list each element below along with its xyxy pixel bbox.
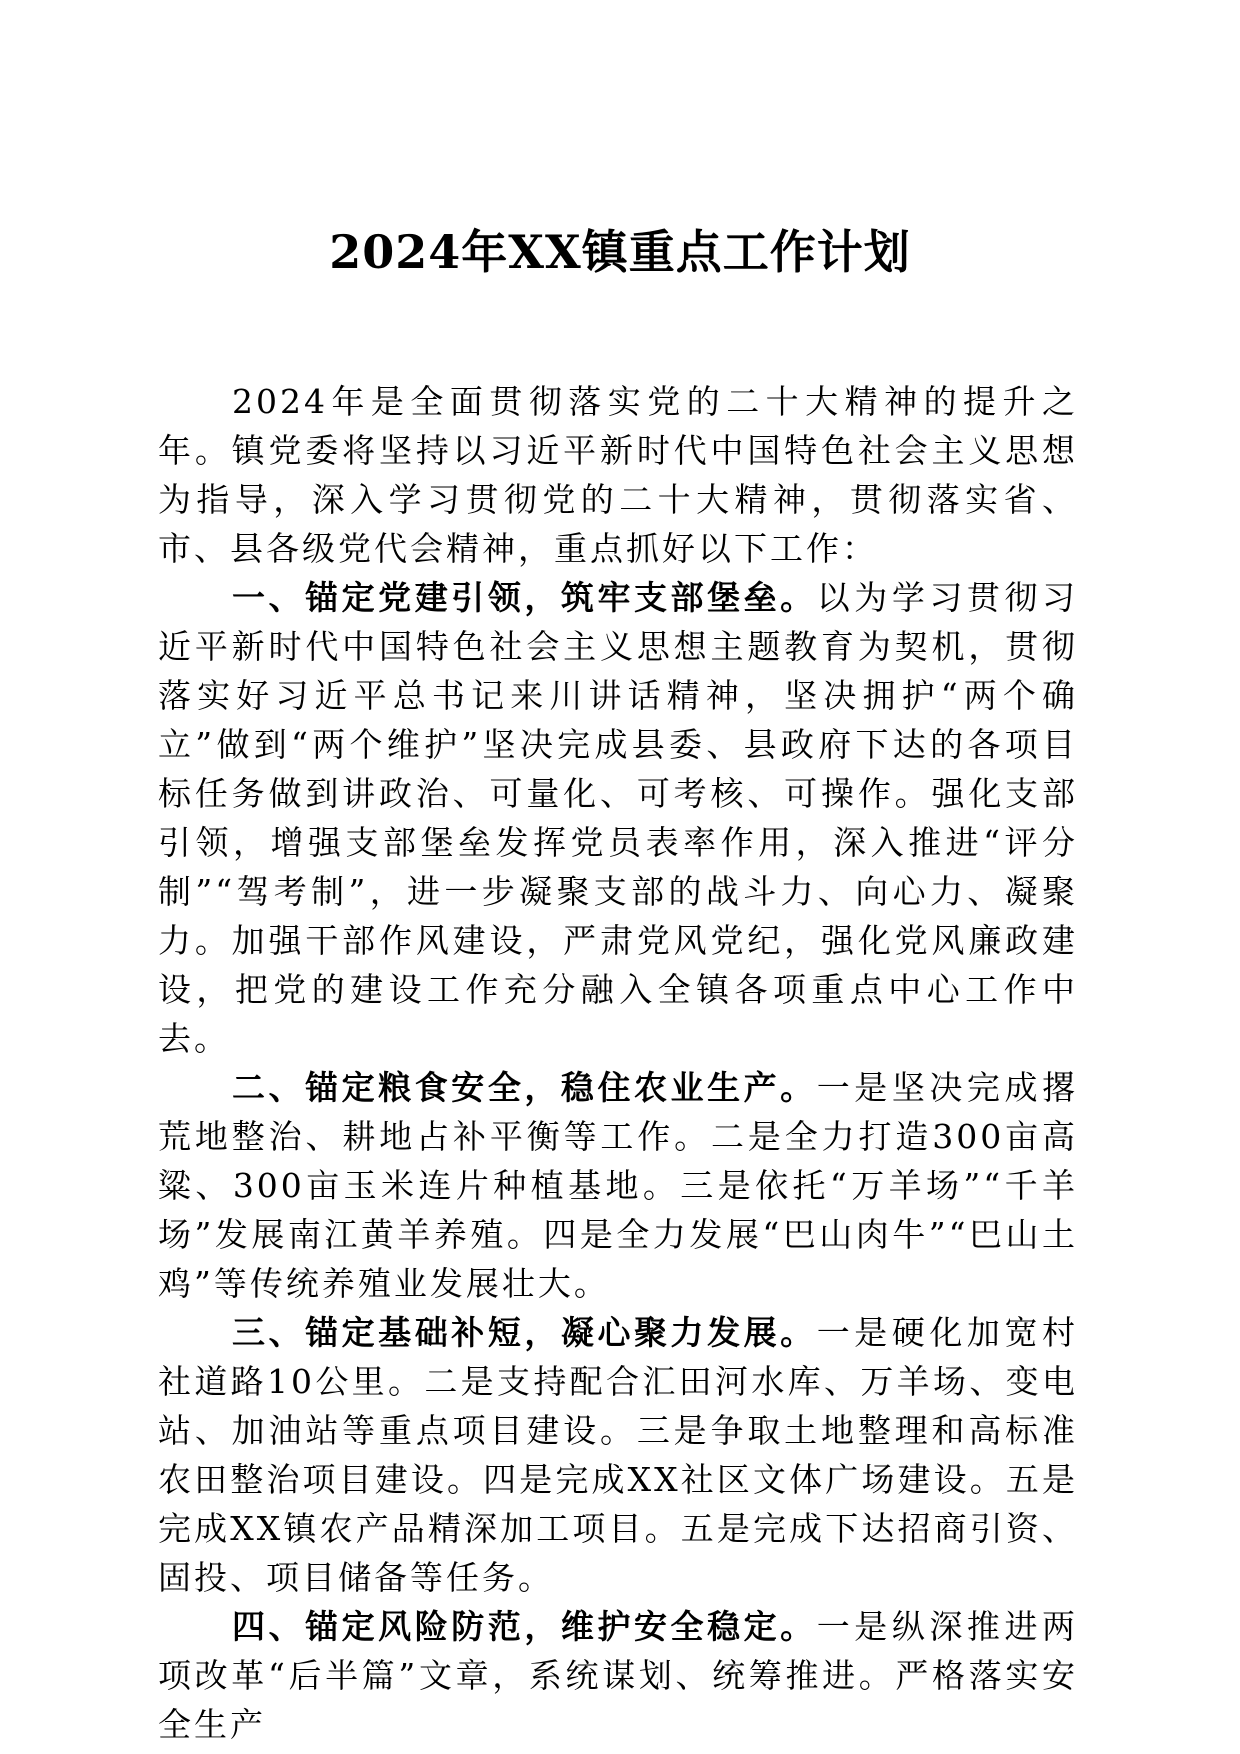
document-body xyxy=(158,377,1078,1749)
paragraph-lead: 四、锚定风险防范，维护安全稳定。 xyxy=(232,1607,817,1646)
document-title: 2024年XX镇重点工作计划 xyxy=(329,225,911,279)
paragraph-food-security xyxy=(158,1063,1078,1308)
paragraph-text: 一是硬化加宽村社道路10公里。二是支持配合汇田河水库、万羊场、变电站、加油站等重点项目建设。三是争取土地整理和高标准农田整治项目建设。四是完成XX社区文体广场建设。五是完成XX镇农产品精深加工项目。五是完成下达招商引资、固投、项目储备等任务。 xyxy=(158,1313,1079,1597)
paragraph-text: 2024年是全面贯彻落实党的二十大精神的提升之年。镇党委将坚持以习近平新时代中国特色社会主义思想为指导，深入学习贯彻党的二十大精神，贯彻落实省、市、县各级党代会精神，重点抓好以下工作： xyxy=(158,382,1078,568)
paragraph-infrastructure xyxy=(158,1308,1078,1602)
paragraph-lead: 一、锚定党建引领，筑牢支部堡垒。 xyxy=(232,578,817,617)
paragraph-lead: 二、锚定粮食安全，稳住农业生产。 xyxy=(232,1068,817,1107)
paragraph-party-building xyxy=(158,573,1078,1063)
paragraph-intro xyxy=(158,377,1078,573)
paragraph-lead: 三、锚定基础补短，凝心聚力发展。 xyxy=(232,1313,817,1352)
paragraph-text: 一是坚决完成撂荒地整治、耕地占补平衡等工作。二是全力打造300亩高粱、300亩玉米连片种植基地。三是依托“万羊场”“千羊场”发展南江黄羊养殖。四是全力发展“巴山肉牛”“巴山土鸡”等传统养殖业发展壮大。 xyxy=(158,1068,1079,1303)
paragraph-text: 一是纵深推进两项改革“后半篇”文章，系统谋划、统筹推进。严格落实安全生产 xyxy=(158,1607,1079,1744)
paragraph-risk-prevention xyxy=(158,1602,1078,1749)
paragraph-text: 以为学习贯彻习近平新时代中国特色社会主义思想主题教育为契机，贯彻落实好习近平总书记来川讲话精神，坚决拥护“两个确立”做到“两个维护”坚决完成县委、县政府下达的各项目标任务做到讲政治、可量化、可考核、可操作。强化支部引领，增强支部堡垒发挥党员表率作用，深入推进“评分制”“驾考制”，进一步凝聚支部的战斗力、向心力、凝聚力。加强干部作风建设，严肃党风党纪，强化党风廉政建设，把党的建设工作充分融入全镇各项重点中心工作中去。 xyxy=(158,578,1079,1058)
